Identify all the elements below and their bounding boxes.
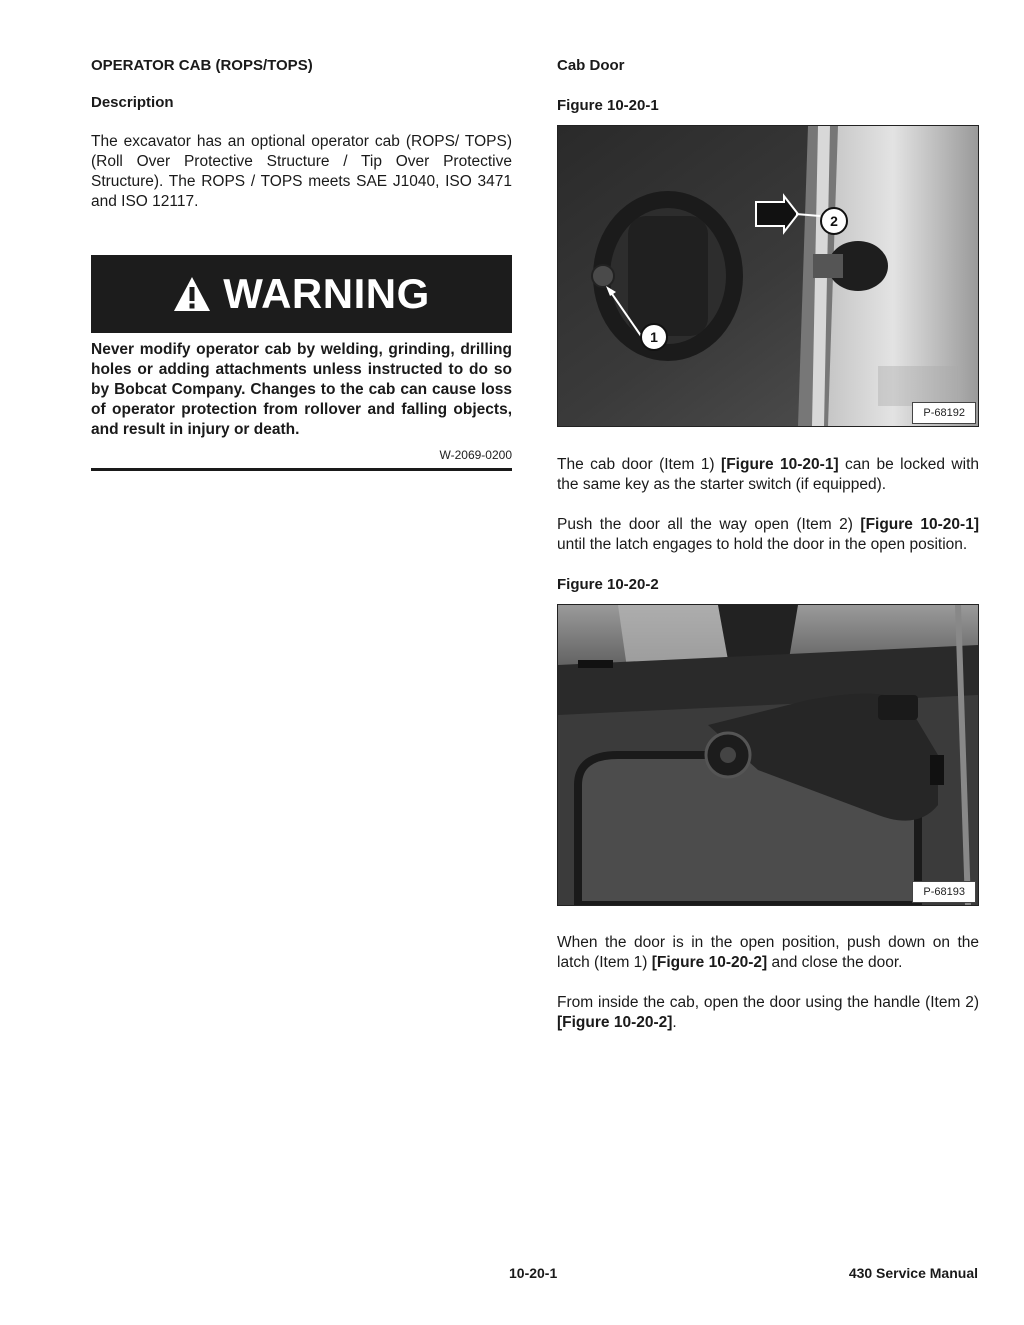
callout-2: 2 bbox=[820, 207, 848, 235]
paragraph-1 bbox=[557, 455, 979, 495]
paragraph-1-text: The cab door (Item 1) bbox=[557, 456, 722, 473]
figure-reference: [Figure 10-20-1] bbox=[721, 456, 839, 473]
paragraph-2-text: Push the door all the way open (Item 2) bbox=[557, 516, 861, 533]
paragraph-4-text: From inside the cab, open the door using the handle (Item 2) bbox=[557, 994, 979, 1011]
paragraph-2 bbox=[557, 515, 979, 555]
description-heading: Description bbox=[91, 94, 174, 111]
left-column bbox=[91, 56, 512, 471]
paragraph-1-text-end: can be locked with the same key as the starter switch (if equipped). bbox=[557, 456, 979, 493]
paragraph-3-text-end: and close the door. bbox=[767, 954, 903, 971]
warning-block bbox=[91, 255, 512, 471]
warning-banner bbox=[91, 255, 512, 333]
cab-door-heading: Cab Door bbox=[557, 57, 625, 74]
figure-1-photo-code: P-68192 bbox=[912, 402, 976, 424]
figure-reference: [Figure 10-20-2] bbox=[651, 954, 768, 971]
cab-door-latch-illustration bbox=[558, 605, 978, 905]
paragraph-3-text: When the door is in the open position, push down on the latch (Item 1) bbox=[557, 934, 979, 971]
page-number: 10-20-1 bbox=[509, 1265, 558, 1281]
callout-1: 1 bbox=[640, 323, 668, 351]
warning-triangle-icon bbox=[173, 276, 211, 312]
section-heading: OPERATOR CAB (ROPS/TOPS) bbox=[91, 57, 313, 74]
paragraph-2-text-end: until the latch engages to hold the door in the open position. bbox=[557, 536, 968, 553]
paragraph-4-text-end: . bbox=[672, 1014, 677, 1031]
figure-2-photo bbox=[557, 604, 979, 906]
figure-2-photo-code: P-68193 bbox=[912, 881, 976, 903]
figure-1-caption: Figure 10-20-1 bbox=[557, 97, 659, 114]
figure-2-caption: Figure 10-20-2 bbox=[557, 576, 659, 593]
manual-title: 430 Service Manual bbox=[848, 1265, 978, 1281]
paragraph-3 bbox=[557, 933, 979, 973]
right-column bbox=[557, 56, 979, 1033]
description-text: The excavator has an optional operator cab (ROPS/ TOPS) (Roll Over Protective Structure / Tip Over Protective Structure). The ROPS / TOPS meets SAE J1040, ISO 3471 and ISO 12117. bbox=[91, 133, 512, 210]
figure-1-photo bbox=[557, 125, 979, 427]
paragraph-4 bbox=[557, 993, 979, 1033]
figure-reference: [Figure 10-20-2] bbox=[557, 1014, 673, 1031]
figure-reference: [Figure 10-20-1] bbox=[860, 516, 979, 533]
warning-divider bbox=[91, 468, 512, 471]
warning-text: Never modify operator cab by welding, grinding, drilling holes or adding attachments unless instructed to do so by Bobcat Company. Changes to the cab can cause loss of operator protection from rollover and falling objects, and result in injury or death. bbox=[91, 341, 512, 438]
warning-title: WARNING bbox=[223, 270, 430, 317]
warning-code: W-2069-0200 bbox=[439, 447, 512, 462]
cab-door-lock-illustration bbox=[558, 126, 978, 426]
